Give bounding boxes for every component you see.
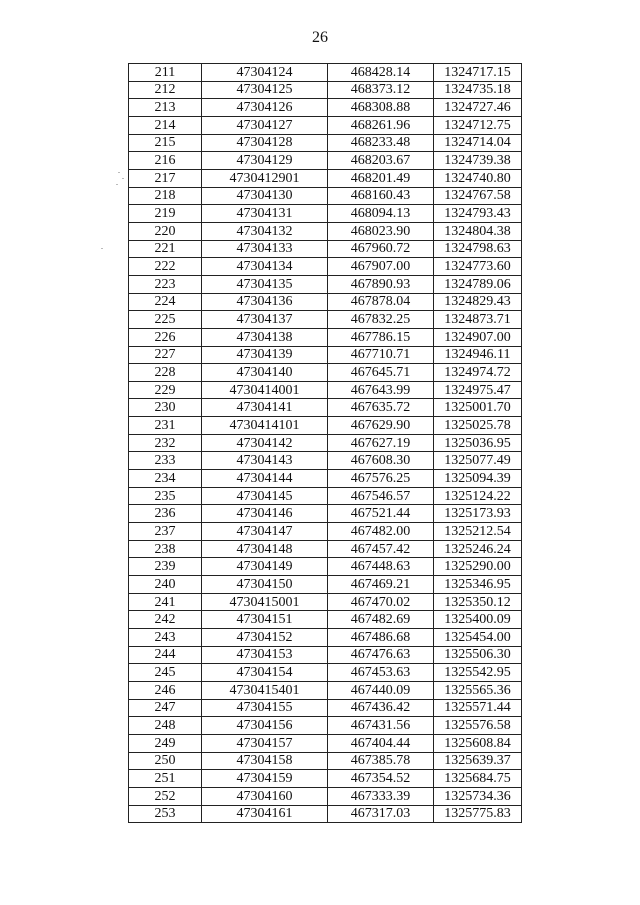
y-coordinate-cell: 1325025.78 xyxy=(434,417,522,435)
y-coordinate-cell: 1325036.95 xyxy=(434,434,522,452)
point-id-cell: 4730412901 xyxy=(202,169,328,187)
x-coordinate-cell: 467521.44 xyxy=(328,505,434,523)
point-id-cell: 47304134 xyxy=(202,258,328,276)
x-coordinate-cell: 467643.99 xyxy=(328,381,434,399)
point-id-cell: 47304126 xyxy=(202,99,328,117)
table-row xyxy=(129,558,522,576)
x-coordinate-cell: 467448.63 xyxy=(328,558,434,576)
table-row xyxy=(129,152,522,170)
point-id-cell: 4730414101 xyxy=(202,417,328,435)
x-coordinate-cell: 467436.42 xyxy=(328,699,434,717)
point-number-cell: 243 xyxy=(129,629,202,647)
point-id-cell: 47304143 xyxy=(202,452,328,470)
table-row xyxy=(129,629,522,647)
point-id-cell: 47304125 xyxy=(202,81,328,99)
x-coordinate-cell: 468428.14 xyxy=(328,64,434,82)
table-row xyxy=(129,717,522,735)
x-coordinate-cell: 467482.00 xyxy=(328,523,434,541)
point-id-cell: 47304139 xyxy=(202,346,328,364)
x-coordinate-cell: 467546.57 xyxy=(328,487,434,505)
y-coordinate-cell: 1324907.00 xyxy=(434,328,522,346)
y-coordinate-cell: 1325639.37 xyxy=(434,752,522,770)
y-coordinate-cell: 1325077.49 xyxy=(434,452,522,470)
point-id-cell: 47304160 xyxy=(202,787,328,805)
y-coordinate-cell: 1325775.83 xyxy=(434,805,522,823)
x-coordinate-cell: 467476.63 xyxy=(328,646,434,664)
y-coordinate-cell: 1325684.75 xyxy=(434,770,522,788)
table-row xyxy=(129,169,522,187)
x-coordinate-cell: 468373.12 xyxy=(328,81,434,99)
point-number-cell: 250 xyxy=(129,752,202,770)
point-id-cell: 47304129 xyxy=(202,152,328,170)
table-row xyxy=(129,434,522,452)
table-row xyxy=(129,222,522,240)
y-coordinate-cell: 1325506.30 xyxy=(434,646,522,664)
x-coordinate-cell: 468203.67 xyxy=(328,152,434,170)
point-id-cell: 47304154 xyxy=(202,664,328,682)
point-number-cell: 241 xyxy=(129,593,202,611)
x-coordinate-cell: 467832.25 xyxy=(328,311,434,329)
y-coordinate-cell: 1324773.60 xyxy=(434,258,522,276)
scan-speck xyxy=(101,248,103,249)
point-number-cell: 224 xyxy=(129,293,202,311)
y-coordinate-cell: 1324739.38 xyxy=(434,152,522,170)
table-row xyxy=(129,364,522,382)
x-coordinate-cell: 467710.71 xyxy=(328,346,434,364)
point-number-cell: 242 xyxy=(129,611,202,629)
point-number-cell: 228 xyxy=(129,364,202,382)
point-number-cell: 252 xyxy=(129,787,202,805)
scan-speck xyxy=(116,184,118,185)
table-row xyxy=(129,134,522,152)
x-coordinate-cell: 468261.96 xyxy=(328,116,434,134)
point-id-cell: 47304142 xyxy=(202,434,328,452)
point-number-cell: 244 xyxy=(129,646,202,664)
table-row xyxy=(129,240,522,258)
point-id-cell: 47304148 xyxy=(202,540,328,558)
x-coordinate-cell: 467431.56 xyxy=(328,717,434,735)
x-coordinate-cell: 467440.09 xyxy=(328,681,434,699)
point-id-cell: 47304145 xyxy=(202,487,328,505)
point-number-cell: 230 xyxy=(129,399,202,417)
x-coordinate-cell: 467453.63 xyxy=(328,664,434,682)
point-number-cell: 212 xyxy=(129,81,202,99)
point-id-cell: 47304156 xyxy=(202,717,328,735)
point-number-cell: 218 xyxy=(129,187,202,205)
table-row xyxy=(129,752,522,770)
point-id-cell: 47304130 xyxy=(202,187,328,205)
table-row xyxy=(129,311,522,329)
y-coordinate-cell: 1325212.54 xyxy=(434,523,522,541)
table-row xyxy=(129,399,522,417)
table-row xyxy=(129,381,522,399)
table-row xyxy=(129,664,522,682)
y-coordinate-cell: 1324740.80 xyxy=(434,169,522,187)
table-row xyxy=(129,805,522,823)
point-number-cell: 251 xyxy=(129,770,202,788)
x-coordinate-cell: 467907.00 xyxy=(328,258,434,276)
y-coordinate-cell: 1324873.71 xyxy=(434,311,522,329)
x-coordinate-cell: 468308.88 xyxy=(328,99,434,117)
point-number-cell: 253 xyxy=(129,805,202,823)
x-coordinate-cell: 468094.13 xyxy=(328,205,434,223)
y-coordinate-cell: 1324974.72 xyxy=(434,364,522,382)
table-row xyxy=(129,99,522,117)
point-number-cell: 237 xyxy=(129,523,202,541)
table-row xyxy=(129,293,522,311)
y-coordinate-cell: 1325350.12 xyxy=(434,593,522,611)
table-row xyxy=(129,646,522,664)
y-coordinate-cell: 1324946.11 xyxy=(434,346,522,364)
point-number-cell: 226 xyxy=(129,328,202,346)
y-coordinate-cell: 1325124.22 xyxy=(434,487,522,505)
table-row xyxy=(129,734,522,752)
point-number-cell: 217 xyxy=(129,169,202,187)
point-number-cell: 214 xyxy=(129,116,202,134)
y-coordinate-cell: 1325346.95 xyxy=(434,576,522,594)
point-id-cell: 47304159 xyxy=(202,770,328,788)
x-coordinate-cell: 467878.04 xyxy=(328,293,434,311)
table-row xyxy=(129,81,522,99)
point-number-cell: 240 xyxy=(129,576,202,594)
y-coordinate-cell: 1324717.15 xyxy=(434,64,522,82)
table-row xyxy=(129,699,522,717)
y-coordinate-cell: 1325246.24 xyxy=(434,540,522,558)
point-id-cell: 47304153 xyxy=(202,646,328,664)
x-coordinate-cell: 467890.93 xyxy=(328,275,434,293)
y-coordinate-cell: 1324712.75 xyxy=(434,116,522,134)
x-coordinate-cell: 467470.02 xyxy=(328,593,434,611)
y-coordinate-cell: 1324975.47 xyxy=(434,381,522,399)
y-coordinate-cell: 1325454.00 xyxy=(434,629,522,647)
point-id-cell: 4730414001 xyxy=(202,381,328,399)
table-row xyxy=(129,611,522,629)
y-coordinate-cell: 1324714.04 xyxy=(434,134,522,152)
table-row xyxy=(129,328,522,346)
point-number-cell: 216 xyxy=(129,152,202,170)
table-row xyxy=(129,593,522,611)
point-id-cell: 4730415401 xyxy=(202,681,328,699)
x-coordinate-cell: 467385.78 xyxy=(328,752,434,770)
y-coordinate-cell: 1324727.46 xyxy=(434,99,522,117)
x-coordinate-cell: 467354.52 xyxy=(328,770,434,788)
y-coordinate-cell: 1325173.93 xyxy=(434,505,522,523)
point-id-cell: 47304151 xyxy=(202,611,328,629)
point-id-cell: 47304128 xyxy=(202,134,328,152)
point-id-cell: 47304146 xyxy=(202,505,328,523)
x-coordinate-cell: 467404.44 xyxy=(328,734,434,752)
point-number-cell: 229 xyxy=(129,381,202,399)
point-id-cell: 47304135 xyxy=(202,275,328,293)
table-row xyxy=(129,452,522,470)
page-number: 26 xyxy=(312,29,328,46)
table-row xyxy=(129,64,522,82)
y-coordinate-cell: 1325571.44 xyxy=(434,699,522,717)
point-number-cell: 249 xyxy=(129,734,202,752)
y-coordinate-cell: 1325290.00 xyxy=(434,558,522,576)
x-coordinate-cell: 467457.42 xyxy=(328,540,434,558)
x-coordinate-cell: 467629.90 xyxy=(328,417,434,435)
point-id-cell: 47304133 xyxy=(202,240,328,258)
point-id-cell: 47304140 xyxy=(202,364,328,382)
table-row xyxy=(129,275,522,293)
point-id-cell: 47304132 xyxy=(202,222,328,240)
point-number-cell: 233 xyxy=(129,452,202,470)
x-coordinate-cell: 468160.43 xyxy=(328,187,434,205)
table-row xyxy=(129,487,522,505)
point-number-cell: 220 xyxy=(129,222,202,240)
point-number-cell: 245 xyxy=(129,664,202,682)
point-number-cell: 235 xyxy=(129,487,202,505)
table-row xyxy=(129,258,522,276)
x-coordinate-cell: 467317.03 xyxy=(328,805,434,823)
point-number-cell: 234 xyxy=(129,470,202,488)
point-number-cell: 238 xyxy=(129,540,202,558)
table-row xyxy=(129,576,522,594)
x-coordinate-cell: 467469.21 xyxy=(328,576,434,594)
point-number-cell: 213 xyxy=(129,99,202,117)
y-coordinate-cell: 1324767.58 xyxy=(434,187,522,205)
x-coordinate-cell: 467645.71 xyxy=(328,364,434,382)
y-coordinate-cell: 1325094.39 xyxy=(434,470,522,488)
x-coordinate-cell: 467608.30 xyxy=(328,452,434,470)
x-coordinate-cell: 468023.90 xyxy=(328,222,434,240)
y-coordinate-cell: 1324798.63 xyxy=(434,240,522,258)
table-row xyxy=(129,417,522,435)
point-id-cell: 47304150 xyxy=(202,576,328,594)
point-id-cell: 47304144 xyxy=(202,470,328,488)
point-number-cell: 221 xyxy=(129,240,202,258)
point-id-cell: 47304161 xyxy=(202,805,328,823)
x-coordinate-cell: 467960.72 xyxy=(328,240,434,258)
x-coordinate-cell: 467482.69 xyxy=(328,611,434,629)
x-coordinate-cell: 467635.72 xyxy=(328,399,434,417)
y-coordinate-cell: 1324789.06 xyxy=(434,275,522,293)
point-number-cell: 225 xyxy=(129,311,202,329)
point-number-cell: 211 xyxy=(129,64,202,82)
point-id-cell: 47304149 xyxy=(202,558,328,576)
y-coordinate-cell: 1325576.58 xyxy=(434,717,522,735)
table-row xyxy=(129,205,522,223)
table-row xyxy=(129,505,522,523)
point-number-cell: 219 xyxy=(129,205,202,223)
y-coordinate-cell: 1325734.36 xyxy=(434,787,522,805)
x-coordinate-cell: 467486.68 xyxy=(328,629,434,647)
table-row xyxy=(129,470,522,488)
point-id-cell: 47304141 xyxy=(202,399,328,417)
y-coordinate-cell: 1324804.38 xyxy=(434,222,522,240)
point-id-cell: 47304131 xyxy=(202,205,328,223)
x-coordinate-cell: 467576.25 xyxy=(328,470,434,488)
point-id-cell: 47304136 xyxy=(202,293,328,311)
point-number-cell: 222 xyxy=(129,258,202,276)
point-id-cell: 47304124 xyxy=(202,64,328,82)
table-row xyxy=(129,681,522,699)
point-id-cell: 47304152 xyxy=(202,629,328,647)
y-coordinate-cell: 1325542.95 xyxy=(434,664,522,682)
y-coordinate-cell: 1324793.43 xyxy=(434,205,522,223)
x-coordinate-cell: 468233.48 xyxy=(328,134,434,152)
table-row xyxy=(129,540,522,558)
x-coordinate-cell: 467627.19 xyxy=(328,434,434,452)
point-number-cell: 232 xyxy=(129,434,202,452)
table-row xyxy=(129,116,522,134)
scan-speck xyxy=(122,178,124,179)
table-row xyxy=(129,770,522,788)
point-id-cell: 47304158 xyxy=(202,752,328,770)
point-id-cell: 47304137 xyxy=(202,311,328,329)
point-id-cell: 47304155 xyxy=(202,699,328,717)
point-id-cell: 47304157 xyxy=(202,734,328,752)
scan-speck xyxy=(118,172,120,173)
table-row xyxy=(129,523,522,541)
point-number-cell: 236 xyxy=(129,505,202,523)
y-coordinate-cell: 1325001.70 xyxy=(434,399,522,417)
table-row xyxy=(129,787,522,805)
point-number-cell: 223 xyxy=(129,275,202,293)
x-coordinate-cell: 468201.49 xyxy=(328,169,434,187)
point-number-cell: 227 xyxy=(129,346,202,364)
table-row xyxy=(129,187,522,205)
x-coordinate-cell: 467333.39 xyxy=(328,787,434,805)
point-number-cell: 247 xyxy=(129,699,202,717)
point-id-cell: 47304138 xyxy=(202,328,328,346)
y-coordinate-cell: 1324735.18 xyxy=(434,81,522,99)
point-number-cell: 246 xyxy=(129,681,202,699)
y-coordinate-cell: 1324829.43 xyxy=(434,293,522,311)
y-coordinate-cell: 1325608.84 xyxy=(434,734,522,752)
coordinates-table xyxy=(128,63,522,823)
point-id-cell: 47304127 xyxy=(202,116,328,134)
point-number-cell: 231 xyxy=(129,417,202,435)
y-coordinate-cell: 1325565.36 xyxy=(434,681,522,699)
point-number-cell: 215 xyxy=(129,134,202,152)
coordinates-table-body xyxy=(129,64,522,823)
point-number-cell: 239 xyxy=(129,558,202,576)
table-row xyxy=(129,346,522,364)
point-number-cell: 248 xyxy=(129,717,202,735)
y-coordinate-cell: 1325400.09 xyxy=(434,611,522,629)
point-id-cell: 4730415001 xyxy=(202,593,328,611)
point-id-cell: 47304147 xyxy=(202,523,328,541)
x-coordinate-cell: 467786.15 xyxy=(328,328,434,346)
